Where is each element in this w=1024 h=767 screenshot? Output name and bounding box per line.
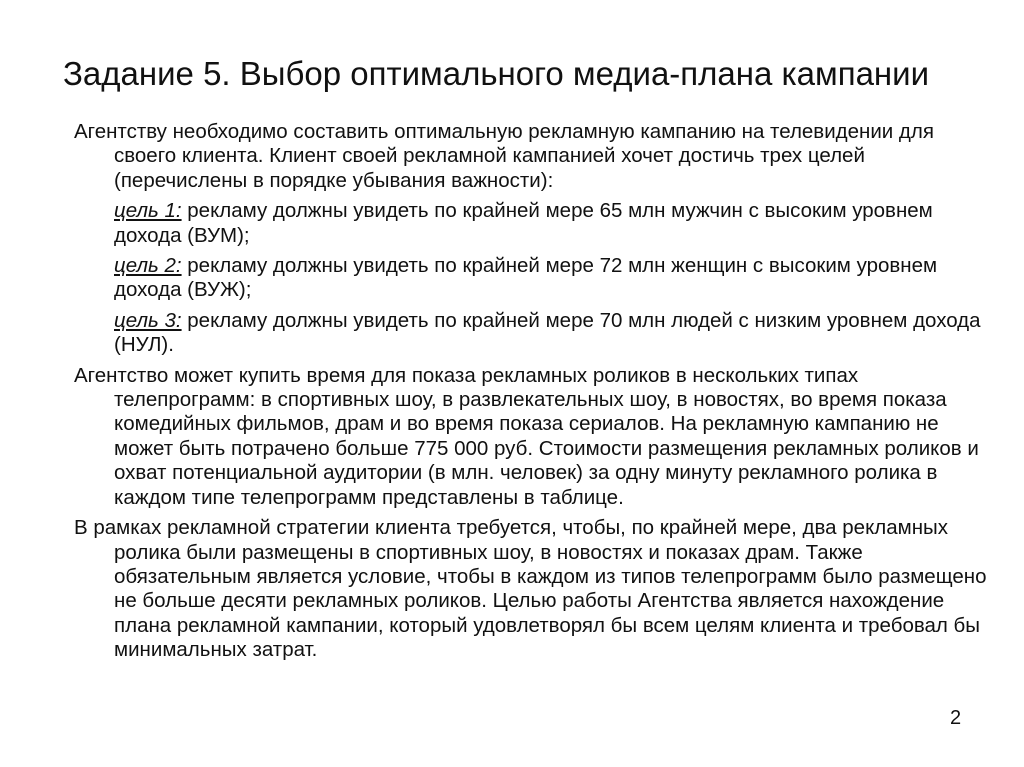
goal-text-3: рекламу должны увидеть по крайней мере 70 млн людей с низким уровнем дохода (НУЛ). bbox=[114, 308, 981, 357]
goal-item-1 bbox=[74, 199, 999, 248]
intro-paragraph: Агентству необходимо составить оптимальную рекламную кампанию на телевидении для своего клиента. Клиент своей рекламной кампанией хочет достичь трех целей (перечислены в порядке убывания важности): bbox=[74, 120, 934, 192]
goal-text-2: рекламу должны увидеть по крайней мере 72 млн женщин с высоким уровнем дохода (ВУЖ); bbox=[114, 254, 938, 302]
slide-number: 2 bbox=[950, 707, 962, 729]
goal-item-2 bbox=[74, 254, 999, 303]
goal-text-1: рекламу должны увидеть по крайней мере 65 млн мужчин с высоким уровнем дохода (ВУМ); bbox=[114, 199, 933, 247]
agency-paragraph: Агентство может купить время для показа рекламных роликов в нескольких типах телепрограмм: в спортивных шоу, в развлекательных шоу, в новостях, во время показа комедийных фильмов, драм и во время показа сериалов. На рекламную кампанию не может быть потрачено больше 775 000 руб. Стоимости размещения рекламных роликов и охват потенциальной аудитории (в млн. человек) за одну минуту рекламного ролика в каждом типе телепрограмм представлены в таблице. bbox=[74, 363, 979, 509]
goal-label-1: цель 1: bbox=[114, 199, 182, 223]
goal-label-2: цель 2: bbox=[114, 254, 182, 278]
slide-body bbox=[74, 120, 999, 669]
goal-item-3 bbox=[74, 309, 999, 358]
goal-label-3: цель 3: bbox=[114, 308, 182, 332]
strategy-paragraph: В рамках рекламной стратегии клиента требуется, чтобы, по крайней мере, два рекламных ролика были размещены в спортивных шоу, в новостях и показах драм. Также обязательным является условие, чтобы в каждом из типов телепрограмм было размещено не больше десяти рекламных роликов. Целью работы Агентства является нахождение плана рекламной кампании, который удовлетворял бы всем целям клиента и требовал бы минимальных затрат. bbox=[74, 516, 987, 662]
slide-title: Задание 5. Выбор оптимального медиа-плана кампании bbox=[63, 55, 930, 92]
